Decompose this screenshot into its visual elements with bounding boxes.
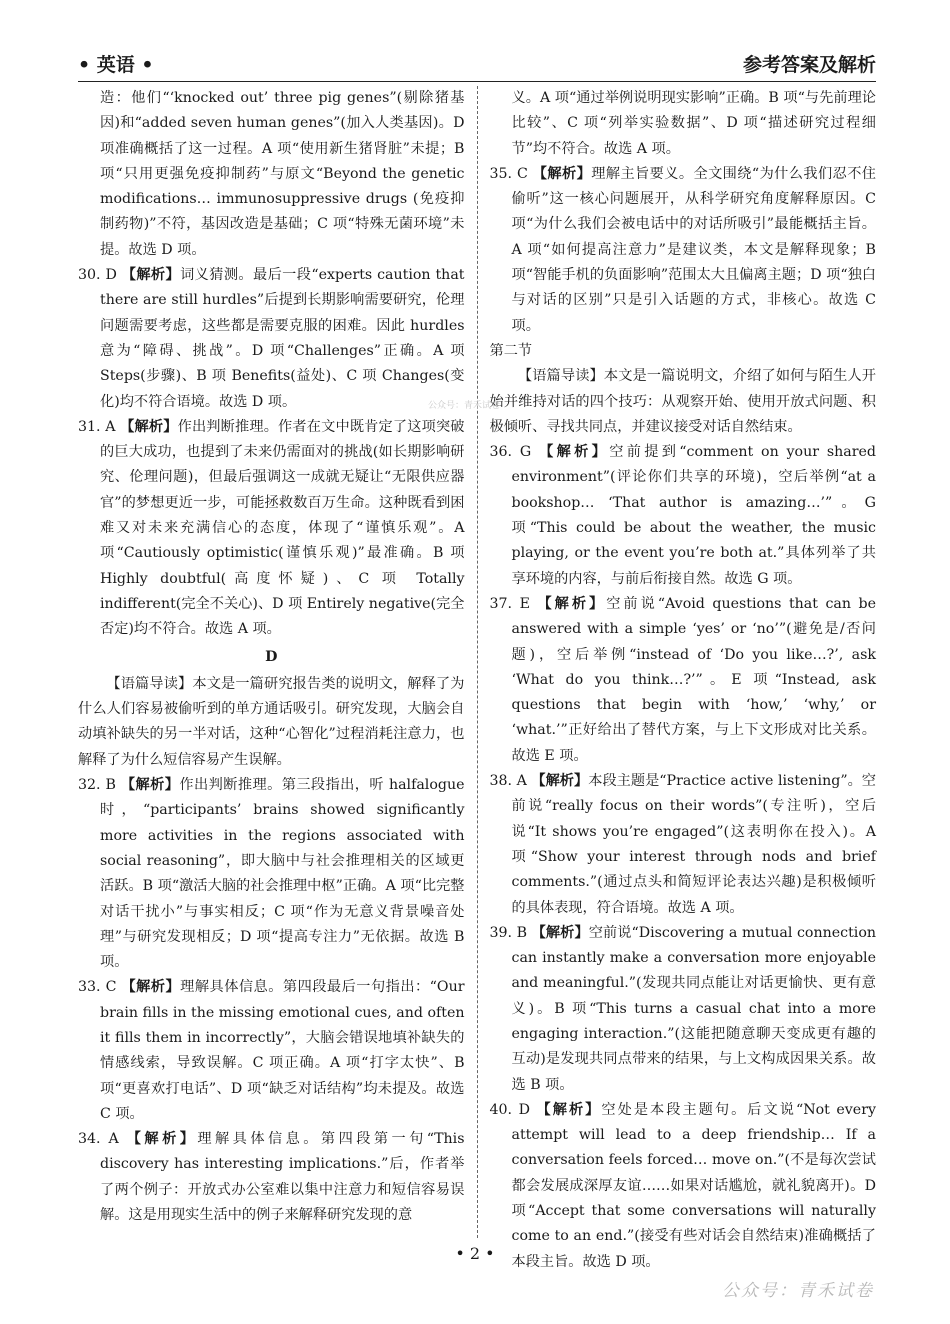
analysis-tag: 【解析】: [121, 979, 181, 996]
analysis-text: 理解具体信息。第四段最后一句指出：“Our brain fills in the missing emotional cues, and often it fills them in incorrectly”，大脑会错误地填补缺失的情感线索，导致误解。C 项正确。A 项“打字太快”、B 项“更喜欢打电话”、D 项“缺乏对话结构”均未提及。故选 C 项。: [100, 979, 465, 1122]
analysis-tag: 【解析】: [120, 418, 178, 435]
analysis-tag: 【解析】: [121, 267, 181, 284]
continued-text: 造：他们“‘knocked out’ three pig genes”(剔除猪基因)和“added seven human genes”(加入人类基因)。D 项准确概括了这一过程。A 项“使用新生猪肾脏”未提；B 项“只用更强免疫抑制药”与原文“Beyond the genetic modifications… immunosuppressive drugs (免疫抑制药物)”不符，基因改造是基础；C 项“特殊无菌环境”未提。故选 D 项。: [100, 90, 465, 258]
section-title: 第二节: [489, 342, 533, 359]
answer-number: 36. G: [489, 444, 532, 461]
section-heading: D: [265, 648, 278, 665]
analysis-text: 空前提到“comment on your shared environment”(评论你们共享的环境)，空后举例“at a bookshop… ‘That author is amazing…’”。G 项“This could be about the weather, the music playing, or the event you’re both at.”具体列举了共享环境的内容，与前后衔接自然。故选 G 项。: [511, 444, 877, 587]
answer-number: 34. A: [78, 1131, 119, 1148]
passage-guide: 【语篇导读】本文是一篇说明文，介绍了如何与陌生人开始并维持对话的四个技巧：从观察开始、使用开放式问题、积极倾听、寻找共同点，并建议接受对话自然结束。: [489, 368, 876, 435]
answer-item: [490, 769, 877, 921]
header-title: 参考答案及解析: [742, 54, 876, 76]
analysis-text: 空前说“Discovering a mutual connection can instantly make a conversation more enjoyable and meaningful.”(发现共同点能让对话更愉快、更有意义)。B 项“This turns a casual chat into a more engaging interaction.”(这能把随意聊天变成更有趣的互动)是发现共同点带来的结果，与上文构成因果关系。故选 B 项。: [511, 924, 876, 1093]
answer-number: 31. A: [78, 418, 116, 435]
answer-number: 38. A: [489, 773, 527, 790]
analysis-text: 本段主题是“Practice active listening”。空前说“really focus on their words”(专注听)，空后说“It shows you’re engaged”(这表明你在投入)。A 项“Show your interest through nods and brief comments.”(通过点头和简短评论表达兴趣)是积极倾听的具体表现，符合语境。故选 A 项。: [511, 773, 876, 916]
analysis-tag: 【解析】: [126, 1131, 198, 1148]
analysis-tag: 【解析】: [531, 773, 589, 790]
answer-item: [78, 415, 465, 643]
answer-number: 30. D: [78, 267, 117, 284]
page-header: [78, 50, 876, 82]
subject-label: • 英语 •: [78, 54, 154, 76]
analysis-tag: 【解析】: [120, 777, 180, 794]
answer-number: 39. B: [489, 924, 528, 941]
analysis-tag: 【解析】: [537, 595, 607, 612]
answer-number: 33. C: [78, 979, 117, 996]
answer-number: 32. B: [78, 777, 116, 794]
answer-item: [78, 773, 465, 975]
left-column: [78, 86, 477, 1238]
watermark: 公众号：青禾试卷: [722, 1281, 874, 1301]
analysis-text: 作出判断推理。第三段指出，听 halfalogue 时，“participants’ brains showed significantly more activities in the regions associated with social reasoning”，即大脑中与社会推理相关的区域更活跃。B 项“激活大脑的社会推理中枢”正确。A 项“比完整对话干扰小”与事实相反；C 项“作为无意义背景噪音处理”与研究发现相反；D 项“提高专注力”无依据。故选 B 项。: [100, 777, 465, 971]
analysis-tag: 【解析】: [539, 444, 610, 461]
continued-text: 义。A 项“通过举例说明现实影响”正确。B 项“与先前理论比较”、C 项“列举实验数据”、D 项“描述研究过程细节”均不符合。故选 A 项。: [511, 90, 876, 157]
analysis-text: 词义猜测。最后一段“experts caution that there are still hurdles”后提到长期影响需要研究，伦理问题需要考虑，这些都是需要克服的困难。因此 hurdles 意为“障碍、挑战”。D 项“Challenges”正确。A 项 Steps(步骤)、B 项 Benefits(益处)、C 项 Changes(变化)均不符合语境。故选 D 项。: [100, 267, 465, 410]
answer-item: [78, 263, 465, 415]
answer-item: [78, 1127, 465, 1228]
small-watermark: 公众号：青禾试卷: [428, 401, 501, 411]
answer-item: [490, 592, 877, 769]
answer-item: [78, 975, 465, 1127]
answer-item: [490, 440, 877, 592]
analysis-tag: 【解析】: [532, 165, 592, 182]
answer-number: 35. C: [489, 165, 528, 182]
analysis-tag: 【解析】: [531, 924, 589, 941]
analysis-text: 空前说“Avoid questions that can be answered with a simple ‘yes’ or ‘no’”(避免是/否问题)，空后举例“instead of ‘Do you like…?’, ask ‘What do you think…?’”。E 项“Instead, ask questions that begin with ‘how,’ ‘why,’ or ‘what.’”正好给出了替代方案，与上下文形成对比关系。故选 E 项。: [511, 595, 876, 764]
page-number: • 2 •: [455, 1244, 495, 1263]
answer-item: [490, 162, 877, 339]
analysis-text: 空处是本段主题句。后文说“Not every attempt will lead to a deep friendship… If a conversation feels forced… move on.”(不是每次尝试都会发展成深厚友谊……如果对话尴尬，就礼貌离开)。D 项“Accept that some conversations will naturally come to an end.”(接受有些对话会自然结束)准确概括了本段主旨。故选 D 项。: [511, 1101, 876, 1270]
right-column: [477, 86, 877, 1270]
analysis-text: 作出判断推理。作者在文中既肯定了这项突破的巨大成功，也提到了未来仍需面对的挑战(如长期影响研究、伦理问题)，但最后强调这一成就无疑让“无限供应器官”的梦想更近一步，可能拯救数百万生命。这种既看到困难又对未来充满信心的态度，体现了“谨慎乐观”。A 项“Cautiously optimistic(谨慎乐观)”最准确。B 项 Highly doubtful(高度怀疑)、C 项 Totally indifferent(完全不关心)、D 项 Entirely negative(完全否定)均不符合。故选 A 项。: [100, 418, 465, 638]
answer-number: 40. D: [489, 1101, 530, 1118]
analysis-text: 理解主旨要义。全文围绕“为什么我们忍不住偷听”这一核心问题展开，从科学研究角度解释原因。C 项“为什么我们会被电话中的对话所吸引”最能概括主旨。A 项“如何提高注意力”是建议类，本文是解释现象；B 项“智能手机的负面影响”范围太大且偏离主题；D 项“独白与对话的区别”只是引入话题的方式，非核心。故选 C 项。: [511, 165, 876, 334]
content-columns: [78, 86, 877, 1270]
analysis-text: 理解具体信息。第四段第一句“This discovery has interesting implications.”后，作者举了两个例子：开放式办公室难以集中注意力和短信容易误解。这是用现实生活中的例子来解释研究发现的意: [100, 1131, 465, 1224]
analysis-tag: 【解析】: [536, 1101, 602, 1118]
answer-number: 37. E: [489, 595, 530, 612]
answer-item: [490, 921, 877, 1098]
passage-guide: 【语篇导读】本文是一篇研究报告类的说明文，解释了为什么人们容易被偷听到的单方通话吸引。研究发现，大脑会自动填补缺失的另一半对话，这种“心智化”过程消耗注意力，也解释了为什么短信容易产生误解。: [78, 675, 465, 768]
